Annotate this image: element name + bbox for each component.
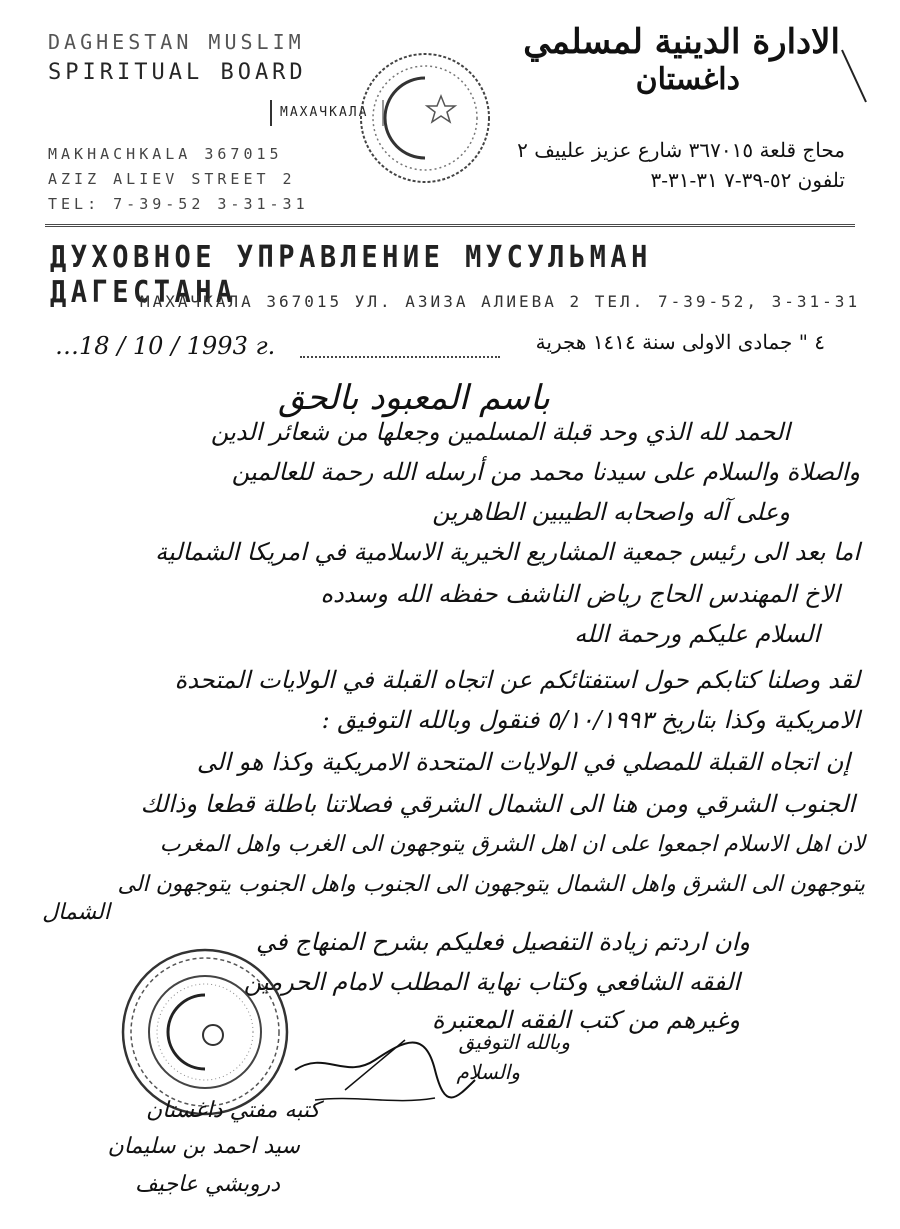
letter-line-4: اما بعد الى رئيس جمعية المشاريع الخيرية الاسلامية في امريكا الشمالية	[155, 538, 860, 566]
top-seal-stamp	[355, 48, 495, 188]
handwritten-signature	[285, 1010, 485, 1110]
letter-line-15: الفقه الشافعي وكتاب نهاية المطلب لامام الحرمين	[243, 968, 740, 996]
closing-line-1: وبالله التوفيق	[458, 1030, 570, 1054]
signature-line-3: دروبشي عاجيف	[135, 1172, 280, 1197]
letter-line-11: لان اهل الاسلام اجمعوا على ان اهل الشرق يتوجهون الى الغرب واهل المغرب	[159, 832, 865, 857]
letter-line-6: السلام عليكم ورحمة الله	[574, 620, 820, 648]
letterhead-arabic-address: محاج قلعة ٣٦٧٠١٥ شارع عزيز علييف ٢	[517, 138, 845, 162]
letter-basmala: باسم المعبود بالحق	[278, 378, 550, 418]
letterhead-english-line-4: MAKHACHKALA 367015	[48, 145, 283, 163]
pen-stroke-mark	[840, 48, 870, 108]
date-hijri: ٤ " جمادى الاولى سنة ١٤١٤ هجرية	[535, 330, 825, 354]
letterhead-english-line-2: SPIRITUAL BOARD	[48, 60, 307, 85]
crescent-seal-icon	[355, 48, 495, 188]
letter-line-1: الحمد لله الذي وحد قبلة المسلمين وجعلها من شعائر الدين	[210, 418, 790, 446]
date-gregorian: …18 / 10 / 1993 г.	[55, 332, 276, 360]
letterhead-arabic-phone: تلفون ٥٢-٣٩-٧ ٣١-٣١-٣	[650, 168, 845, 192]
letter-line-5: الاخ المهندس الحاج رياض الناشف حفظه الله وسدده	[320, 580, 840, 608]
closing-line-2: والسلام	[456, 1060, 520, 1084]
letter-line-7: لقد وصلنا كتابكم حول استفتائكم عن اتجاه القبلة في الولايات المتحدة	[174, 666, 860, 694]
letter-line-3: وعلى آله واصحابه الطيبين الطاهرين	[432, 498, 790, 526]
letter-line-13: الشمال	[42, 900, 110, 925]
letterhead-english-line-6: TEL: 7-39-52 3-31-31	[48, 195, 309, 213]
letter-line-12: يتوجهون الى الشرق واهل الشمال يتوجهون الى الجنوب واهل الجنوب يتوجهون الى	[117, 872, 865, 897]
letterhead-arabic-title: الادارة الدينية لمسلمي	[523, 22, 840, 62]
letter-line-2: والصلاة والسلام على سيدنا محمد من أرسله الله رحمة للعالمين	[231, 458, 860, 486]
letter-line-14: وان اردتم زيادة التفصيل فعليكم بشرح المنهاج في	[255, 928, 750, 956]
date-dotted-line	[300, 356, 500, 358]
signature-line-1: كتبه مفتي داغستان	[146, 1098, 320, 1123]
letter-line-9: إن اتجاه القبلة للمصلي في الولايات المتحدة الامريكية وكذا هو الى	[196, 748, 850, 776]
letterhead-russian-title: ДУХОВНОЕ УПРАВЛЕНИЕ МУСУЛЬМАН ДАГЕСТАНА	[50, 240, 652, 310]
bottom-seal-stamp	[118, 945, 293, 1120]
letter-line-16: وغيرهم من كتب الفقه المعتبرة	[432, 1006, 740, 1034]
official-seal-icon	[118, 945, 293, 1120]
letterhead-russian-address: МАХАЧКАЛА 367015 УЛ. АЗИЗА АЛИЕВА 2 ТЕЛ. 7-39-52, 3-31-31	[140, 292, 861, 311]
letter-line-8: الامريكية وكذا بتاريخ ٥/١٠/١٩٩٣ فنقول وبالله التوفيق :	[321, 706, 860, 734]
signature-line-2: سيد احمد بن سليمان	[107, 1134, 300, 1159]
letterhead-english-line-1: DAGHESTAN MUSLIM	[48, 30, 305, 54]
letter-line-10: الجنوب الشرقي ومن هنا الى الشمال الشرقي فصلاتنا باطلة قطعا وذالك	[140, 790, 855, 818]
header-divider	[45, 224, 855, 227]
letterhead-arabic-country: داغستان	[635, 62, 740, 97]
letterhead-city-label: МАХАЧКАЛА	[280, 105, 369, 120]
letterhead-english-line-5: AZIZ ALIEV STREET 2	[48, 170, 296, 188]
